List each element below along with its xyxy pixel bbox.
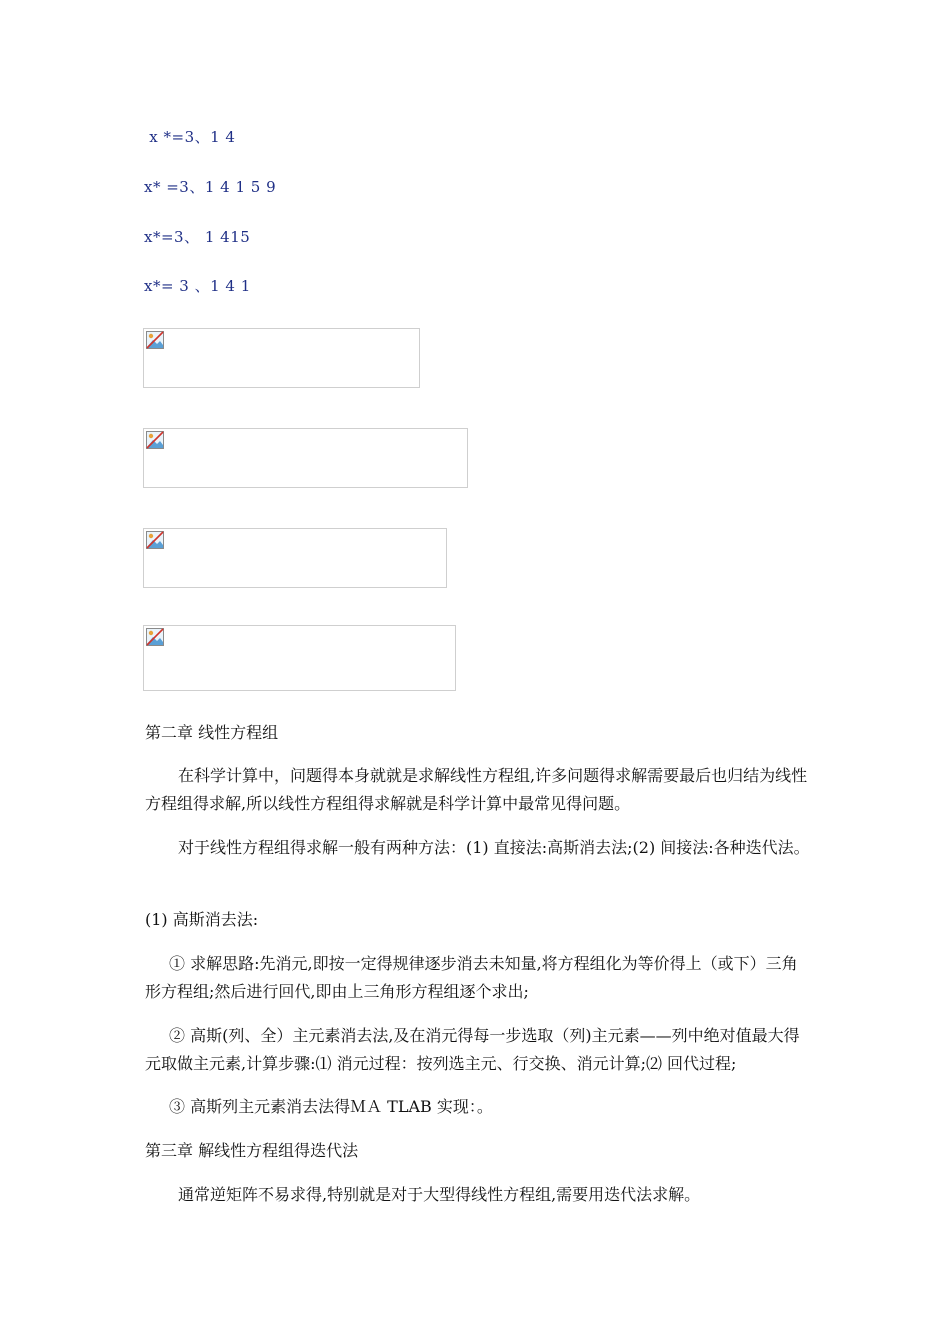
chapter-2-paragraph-2: 对于线性方程组得求解一般有两种方法：(1) 直接法:高斯消去法;(2) 间接法:各种迭代法。 [178, 838, 810, 857]
image-placeholder-1 [143, 328, 420, 388]
formula-line-4: x*= 3 、1 4 1 [144, 277, 251, 295]
image-placeholder-3 [143, 528, 447, 588]
broken-image-icon [146, 531, 164, 549]
formula-line-3: x*=3、 1 415 [144, 228, 251, 246]
formula-line-2: x* =3、1 4 1 5 9 [144, 178, 277, 196]
chapter-2-title: 第二章 线性方程组 [145, 723, 279, 742]
broken-image-icon [146, 431, 164, 449]
formula-line-1: x *=3、1 4 [144, 128, 236, 146]
broken-image-icon [146, 628, 164, 646]
list-item-pivot-elimination: ② 高斯(列、全）主元素消去法,及在消元得每一步选取（列)主元素——列中绝对值最大得元取做主元素,计算步骤:⑴ 消元过程：按列选主元、行交换、消元计算;⑵ 回代过程; [145, 1026, 800, 1073]
image-placeholder-2 [143, 428, 468, 488]
section-gauss-elimination: (1) 高斯消去法: [145, 910, 259, 929]
list-item-solving-idea: ① 求解思路:先消元,即按一定得规律逐步消去未知量,将方程组化为等价得上（或下）三角形方程组;然后进行回代,即由上三角形方程组逐个求出; [145, 954, 798, 1001]
image-placeholder-4 [143, 625, 456, 691]
list-item-matlab-implementation: ③ 高斯列主元素消去法得ＭＡ TLAB 实现：。 [169, 1097, 493, 1116]
chapter-3-title: 第三章 解线性方程组得迭代法 [145, 1141, 359, 1160]
chapter-3-paragraph-1: 通常逆矩阵不易求得,特别就是对于大型得线性方程组,需要用迭代法求解。 [178, 1185, 701, 1204]
chapter-2-paragraph-1: 在科学计算中，问题得本身就就是求解线性方程组,许多问题得求解需要最后也归结为线性方程组得求解,所以线性方程组得求解就是科学计算中最常见得问题。 [145, 766, 808, 813]
broken-image-icon [146, 331, 164, 349]
